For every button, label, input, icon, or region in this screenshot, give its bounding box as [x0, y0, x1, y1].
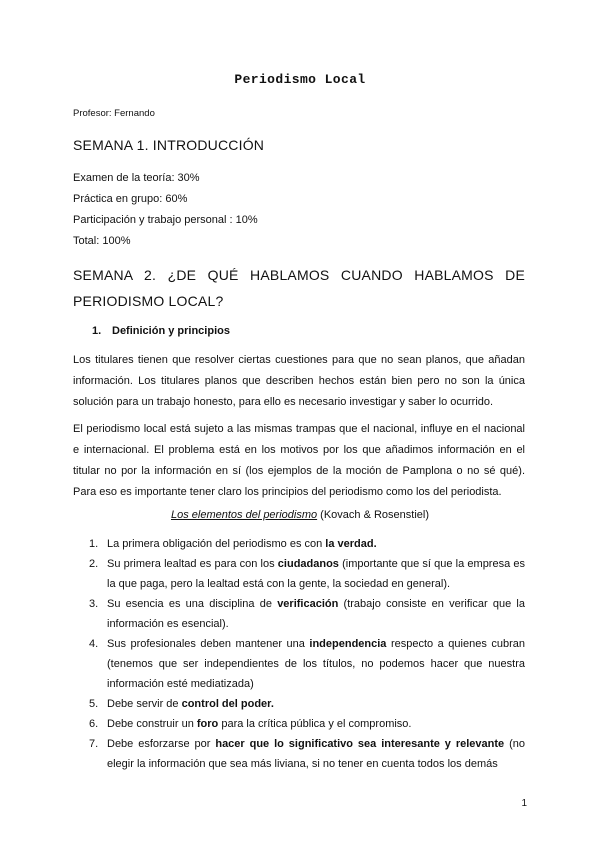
- item-text: Su esencia es una disciplina de: [107, 598, 278, 610]
- elements-list: [73, 534, 525, 774]
- professor-label: Profesor: Fernando: [73, 108, 155, 119]
- list-item: [73, 634, 525, 694]
- item-text: Debe servir de: [107, 698, 182, 710]
- list-item: [73, 734, 525, 774]
- item-bold: verificación: [277, 598, 339, 610]
- item-text: Debe esforzarse por: [107, 738, 216, 750]
- item-number: 2.: [89, 558, 99, 570]
- item-text: respecto a quienes cubran (tenemos que ser independientes de los títulos, no podemos hacer que nuestra información esté mediatizada): [107, 638, 525, 690]
- item-bold: la verdad.: [325, 538, 377, 550]
- grades-list: [73, 168, 258, 252]
- item-text: para la crítica pública y el compromiso.: [218, 718, 412, 730]
- week2-heading: SEMANA 2. ¿DE QUÉ HABLAMOS CUANDO HABLAMOS DE PERIODISMO LOCAL?: [73, 267, 525, 309]
- item-number: 5.: [89, 698, 99, 710]
- elements-caption: [0, 509, 600, 521]
- item-number: 4.: [89, 638, 99, 650]
- item-bold: control del poder.: [181, 698, 274, 710]
- item-text: (importante que sí que la empresa es la que paga, pero la lealtad está con la gente, la sociedad en general).: [107, 558, 525, 590]
- list-item: [73, 534, 525, 554]
- item-text: La primera obligación del periodismo es con: [107, 538, 326, 550]
- grade-line: Total: 100%: [73, 235, 131, 247]
- item-bold: independencia: [309, 638, 387, 650]
- elements-source: (Kovach & Rosenstiel): [317, 509, 430, 521]
- item-text: Su primera lealtad es para con los: [107, 558, 278, 570]
- page-number: 1: [521, 798, 527, 809]
- paragraph-titulares: Los titulares tienen que resolver ciertas cuestiones para que no sean planos, que añadan información. Los titulares planos que describen hechos están bien pero no son la única solución para un trabajo honesto, para ello es necesario investigar y saber lo ocurrido.: [73, 354, 525, 408]
- document-title: Periodismo Local: [234, 72, 366, 87]
- week1-heading: SEMANA 1. INTRODUCCIÓN: [73, 137, 265, 153]
- item-text: Debe construir un: [107, 718, 197, 730]
- list-item: [73, 554, 525, 594]
- item-number: 7.: [89, 738, 99, 750]
- grade-line: Examen de la teoría: 30%: [73, 172, 200, 184]
- item-number: 1.: [89, 538, 99, 550]
- item-text: Sus profesionales deben mantener una: [107, 638, 310, 650]
- item-bold: ciudadanos: [277, 558, 339, 570]
- item-bold: hacer que lo significativo sea interesante y relevante: [215, 738, 505, 750]
- grade-line: Participación y trabajo personal : 10%: [73, 214, 258, 226]
- subheading-text: Definición y principios: [112, 325, 230, 337]
- grade-line: Práctica en grupo: 60%: [73, 193, 188, 205]
- paragraph-periodismo-local: El periodismo local está sujeto a las mismas trampas que el nacional, influye en el nacional e internacional. El problema está en los motivos por los que añadimos información en el titular no por la información en sí (los ejemplos de la moción de Pamplona o no sé qué). Para eso es importante tener claro los principios del periodismo como los del periodista.: [73, 423, 525, 498]
- elements-title: Los elementos del periodismo: [170, 509, 318, 521]
- item-number: 6.: [89, 718, 99, 730]
- list-item: [73, 594, 525, 634]
- subheading-number: 1.: [92, 325, 102, 337]
- item-text: (trabajo consiste en verificar que la información es esencial).: [107, 598, 525, 630]
- item-text: (no elegir la información que sea más liviana, si no tener en cuenta todos los demás: [107, 738, 525, 770]
- item-bold: foro: [196, 718, 219, 730]
- item-number: 3.: [89, 598, 99, 610]
- section-subheading: [92, 325, 230, 337]
- list-item: [73, 694, 525, 714]
- list-item: [73, 714, 525, 734]
